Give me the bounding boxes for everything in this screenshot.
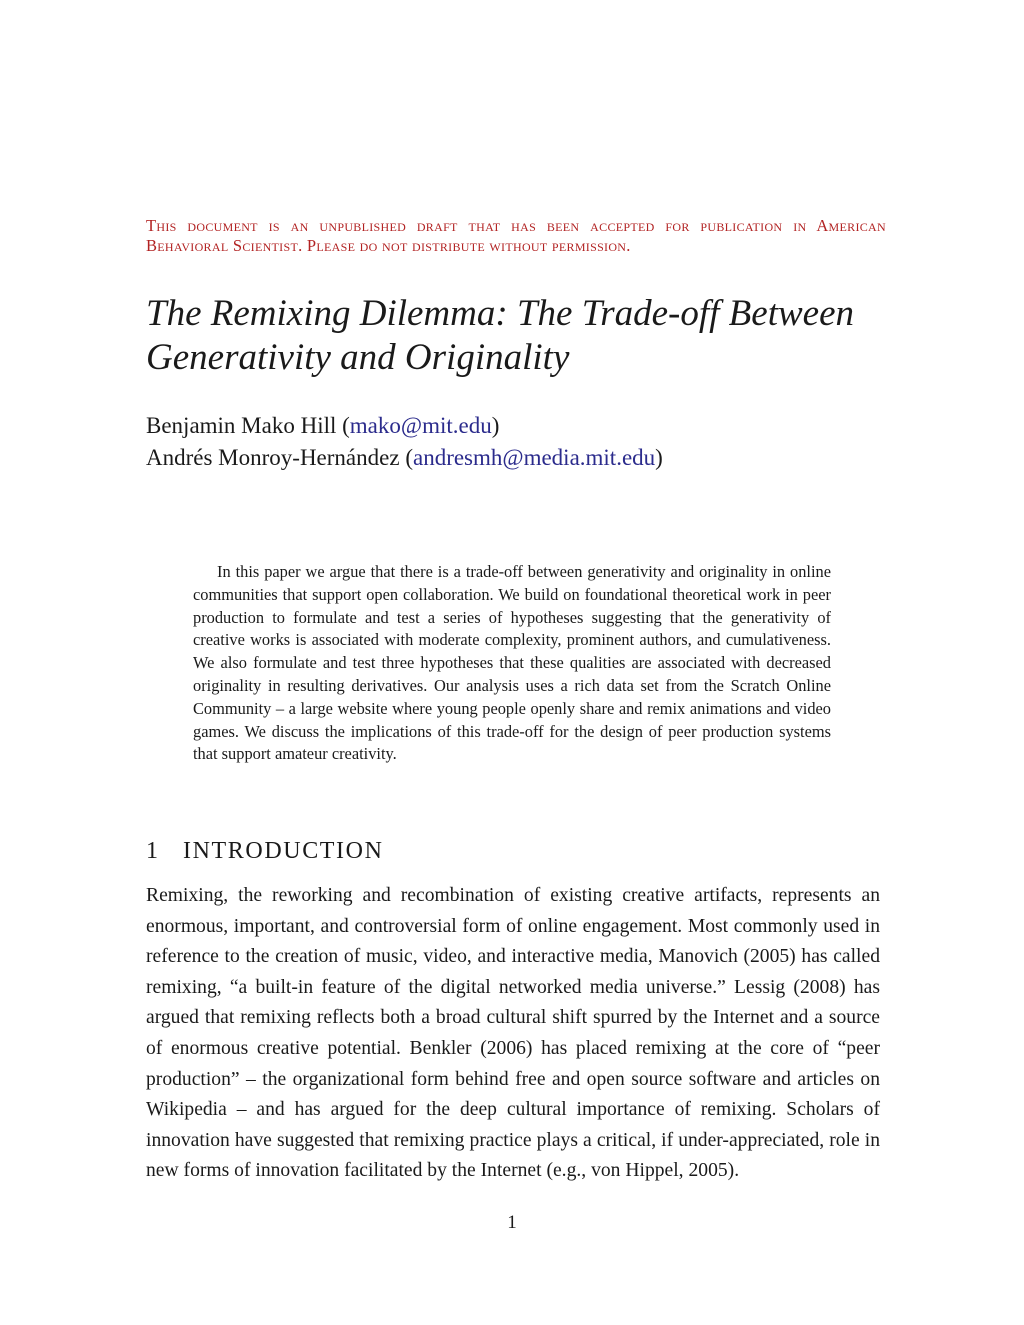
section-title: INTRODUCTION [183,838,384,864]
page-number: 1 [507,1212,517,1233]
draft-notice: This document is an unpublished draft that has been accepted for publication in American Behavioral Scientist. Please do not distribute without permission. [146,216,886,255]
author-name: Benjamin Mako Hill [146,413,337,438]
author-name: Andrés Monroy-Hernández [146,445,400,470]
author-entry: Benjamin Mako Hill (mako@mit.edu) [146,413,500,438]
section-number: 1 [146,838,160,864]
author-entry: Andrés Monroy-Hernández (andresmh@media.mit.edu) [146,445,663,470]
title-line-2: Generativity and Originality [146,337,570,378]
introduction-paragraph: Remixing, the reworking and recombination of existing creative artifacts, represents an enormous, important, and controversial form of online engagement. Most commonly used in reference to the creation of music, video, and interactive media, Manovich (2005) has called remixing, “a built-in feature of the digital networked media universe.” Lessig (2008) has argued that remixing reflects both a broad cultural shift spurred by the Internet and a source of enormous creative potential. Benkler (2006) has placed remixing at the core of “peer production” – the organizational form behind free and open source software and articles on Wikipedia – and has argued for the deep cultural importance of remixing. Scholars of innovation have suggested that remixing practice plays a critical, if under-appreciated, role in new forms of innovation facilitated by the Internet (e.g., von Hippel, 2005). [146,885,880,1182]
section-heading [146,836,384,866]
author-email-link[interactable]: mako@mit.edu [349,413,492,438]
title-line-1: The Remixing Dilemma: The Trade-off Between [146,293,855,334]
abstract: In this paper we argue that there is a trade-off between generativity and originality in online communities that support open collaboration. We build on foundational theoretical work in peer production to formulate and test a series of hypotheses suggesting that the generativity of creative works is associated with moderate complexity, prominent authors, and cumulativeness. We also formulate and test three hypotheses that these qualities are associated with decreased originality in resulting derivatives. Our analysis uses a rich data set from the Scratch Online Community – a large website where young people openly share and remix animations and video games. We discuss the implications of this trade-off for the design of peer production systems that support amateur creativity. [193,562,831,764]
author-email-link[interactable]: andresmh@media.mit.edu [412,445,656,470]
author-list [146,410,906,474]
paper-title [146,292,906,380]
